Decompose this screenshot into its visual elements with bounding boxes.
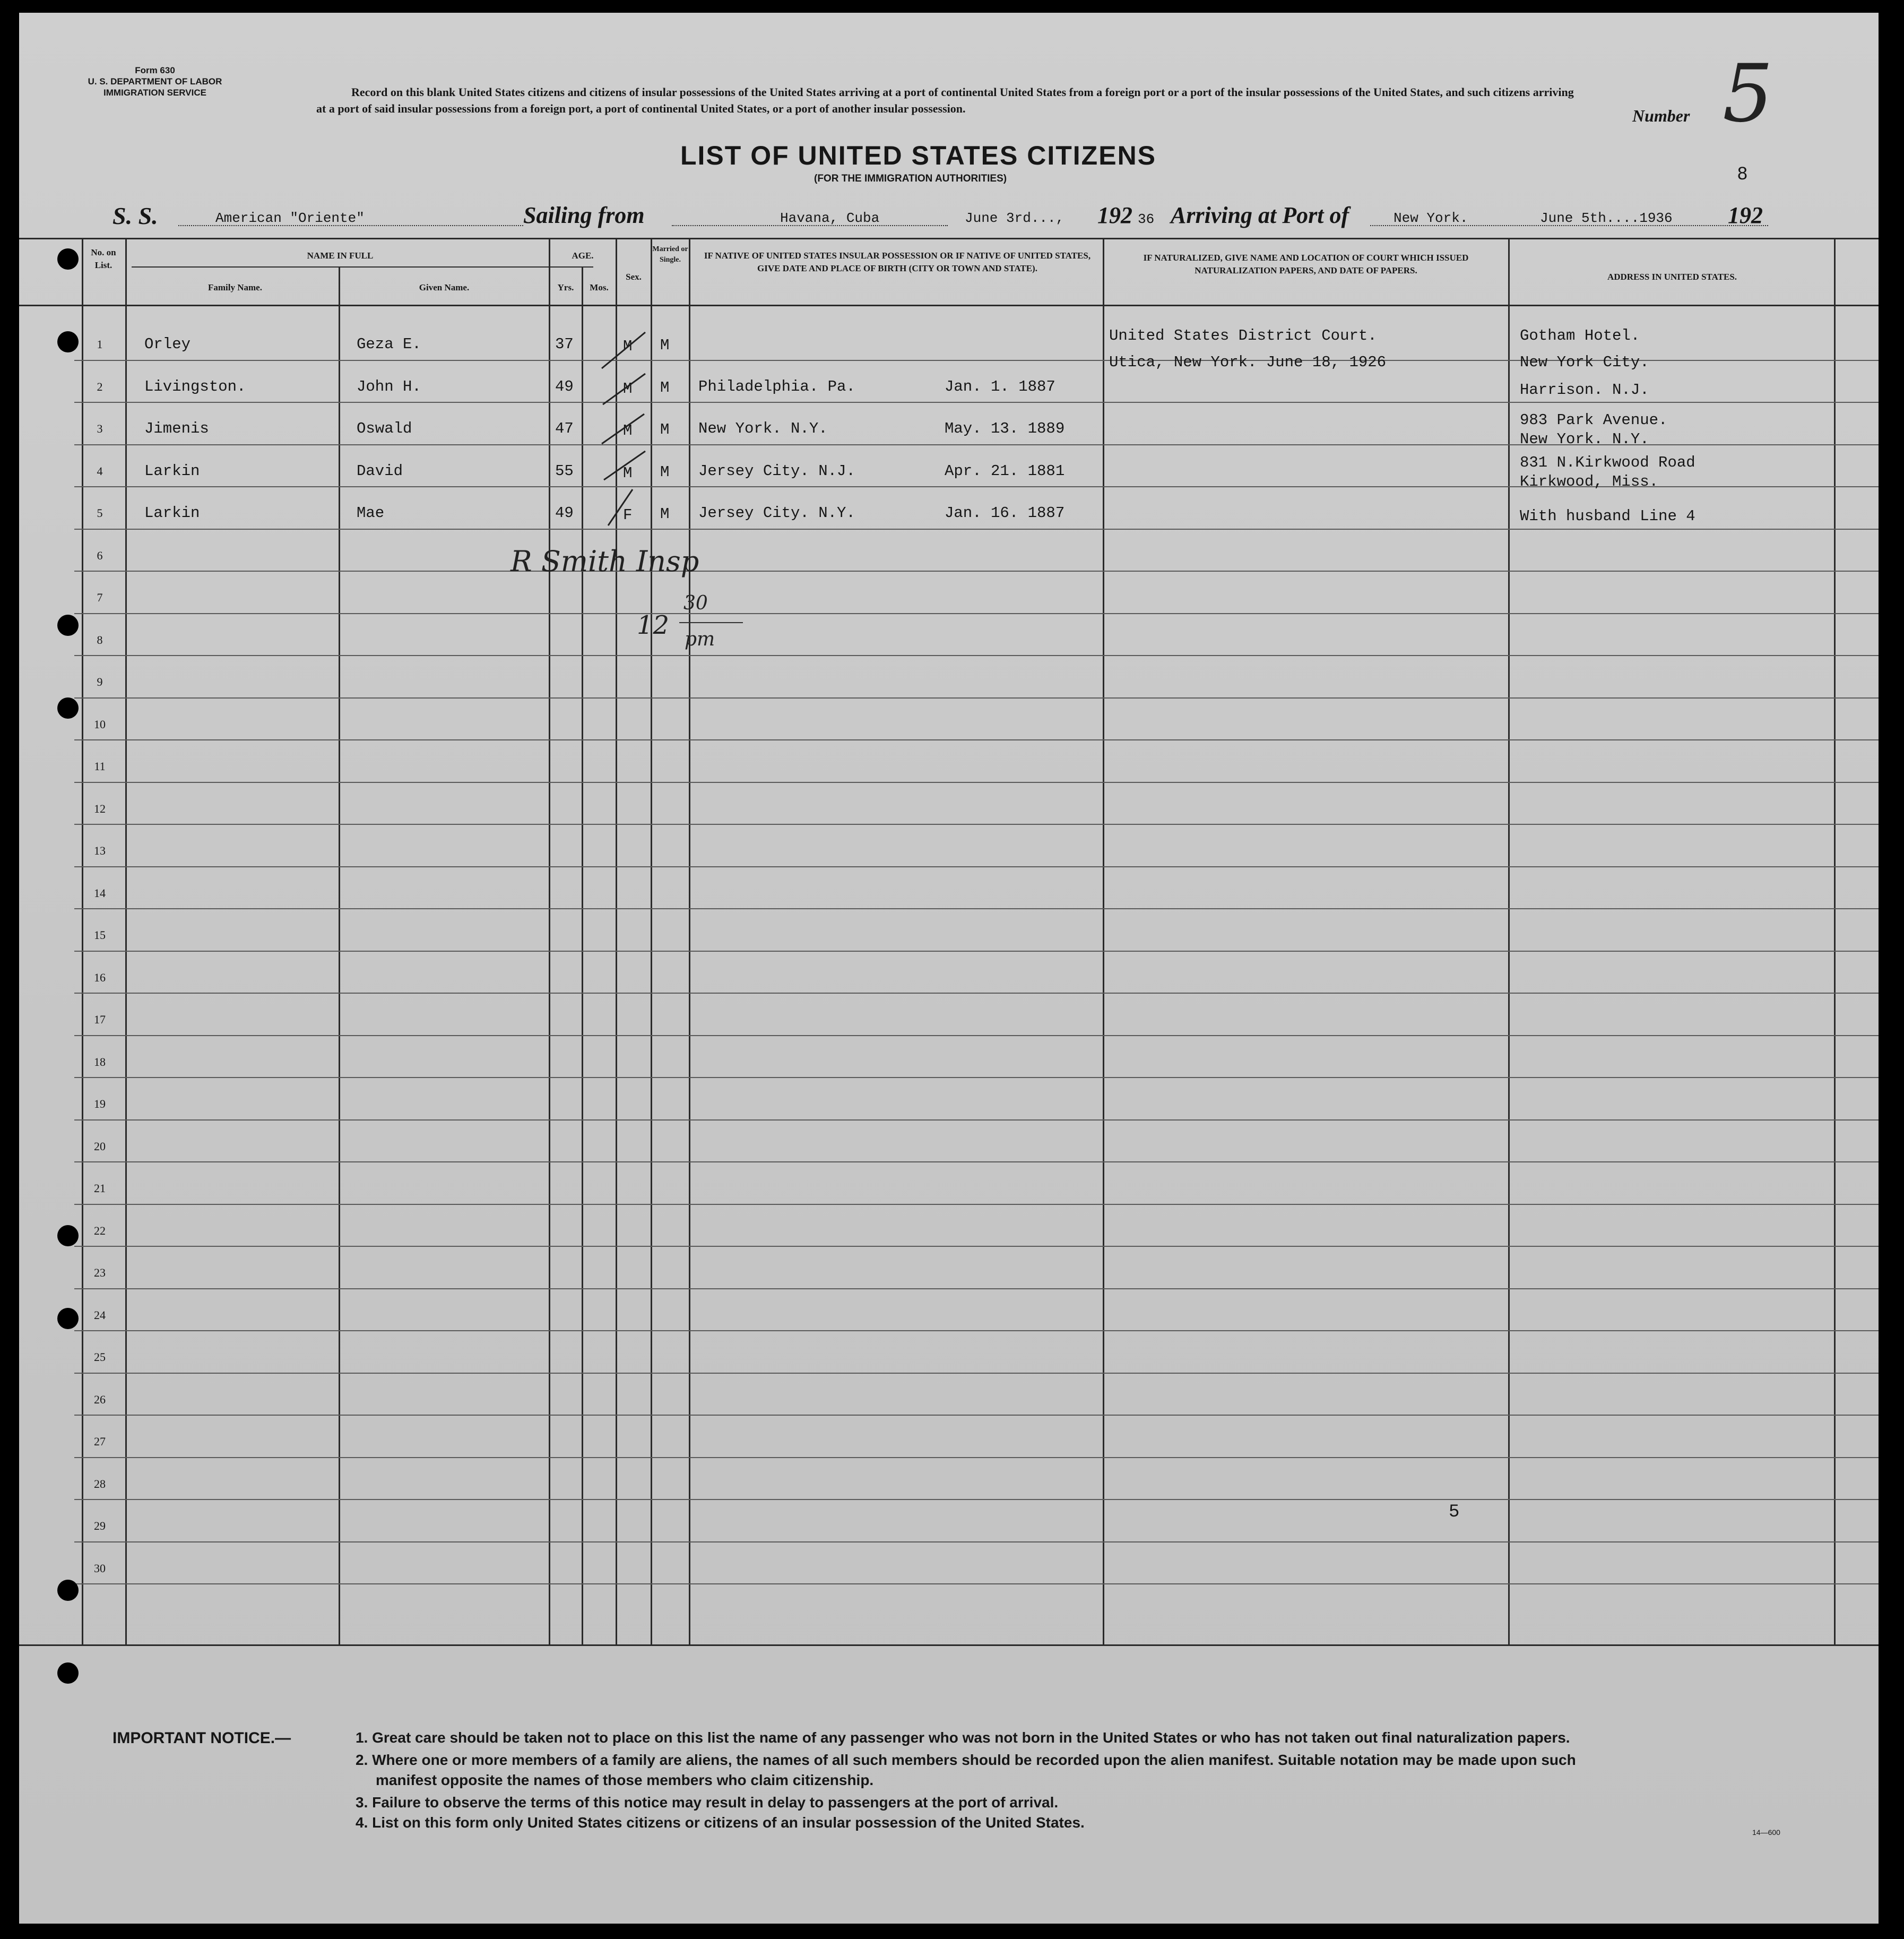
row-number: 21: [94, 1182, 106, 1195]
row-number: 26: [94, 1393, 106, 1406]
row-number: 25: [94, 1350, 106, 1364]
manifest-sheet: [19, 13, 1879, 1924]
row-number: 11: [94, 760, 106, 773]
binder-hole: [57, 615, 79, 636]
entry-court-location-date: Utica, New York. June 18, 1926: [1109, 354, 1387, 371]
row-rule: [74, 1288, 1879, 1289]
list-sub-number: 8: [1737, 163, 1747, 184]
entry-family-name: Livingston.: [144, 378, 246, 395]
col-header-age: AGE.: [572, 251, 594, 261]
number-label: Number: [1632, 106, 1690, 125]
row-number: 23: [94, 1266, 106, 1279]
year-prefix-sailing: 192: [1097, 202, 1132, 228]
row-number: 16: [94, 971, 106, 984]
entry-birth-place: Philadelphia. Pa.: [698, 378, 855, 395]
row-rule: [74, 782, 1879, 783]
entry-sex: M: [623, 422, 633, 439]
entry-birth-date: Jan. 1. 1887: [945, 378, 1055, 395]
row-number: 27: [94, 1435, 106, 1448]
row-rule: [74, 1119, 1879, 1121]
row-number: 14: [94, 886, 106, 900]
entry-age-years: 49: [555, 378, 574, 395]
row-number: 10: [94, 718, 106, 731]
time-minutes: 30: [683, 592, 708, 614]
row-number: 29: [94, 1519, 106, 1532]
department-name: U. S. DEPARTMENT OF LABOR: [88, 76, 222, 87]
page-subtitle: (FOR THE IMMIGRATION AUTHORITIES): [814, 173, 1007, 184]
row-rule: [74, 866, 1879, 867]
binder-hole: [57, 1580, 79, 1601]
row-number: 24: [94, 1308, 106, 1322]
entry-court-name: United States District Court.: [1109, 327, 1377, 344]
binder-hole: [57, 1308, 79, 1329]
inspector-signature: R Smith Insp: [510, 545, 699, 578]
row-number: 17: [94, 1013, 106, 1026]
entry-birth-date: Jan. 16. 1887: [945, 504, 1065, 522]
entry-birth-date: May. 13. 1889: [945, 420, 1065, 437]
row-number: 12: [94, 802, 106, 815]
entry-birth-date: Apr. 21. 1881: [945, 462, 1065, 480]
row-rule: [74, 1077, 1879, 1078]
entry-family-name: Orley: [144, 335, 191, 353]
arriving-label: Arriving at Port of: [1171, 202, 1349, 228]
entry-address-line-2: New York. N.Y.: [1520, 430, 1649, 448]
row-number: 19: [94, 1097, 106, 1110]
entry-age-years: 49: [555, 504, 574, 522]
entry-birth-place: New York. N.Y.: [698, 420, 828, 437]
row-number: 22: [94, 1224, 106, 1237]
notice-item-1: 1. Great care should be taken not to place on this list the name of any passenger who was not born in the United States or who has not taken out final naturalization papers.: [356, 1729, 1570, 1746]
row-number: 8: [97, 633, 103, 647]
row-number: 18: [94, 1055, 106, 1068]
entry-birth-place: Jersey City. N.Y.: [698, 504, 855, 522]
binder-hole: [57, 1225, 79, 1246]
row-number: 5: [97, 506, 103, 520]
notice-item-4: 4. List on this form only United States citizens or citizens of an insular possession of the United States.: [356, 1814, 1085, 1831]
entry-birth-place: Jersey City. N.J.: [698, 462, 855, 480]
sailing-date: June 3rd...,: [965, 210, 1064, 226]
row-rule: [74, 1373, 1879, 1374]
notice-item-2-continued: manifest opposite the names of those members who claim citizenship.: [376, 1772, 874, 1788]
row-rule: [74, 571, 1879, 572]
entry-marital-status: M: [660, 505, 670, 523]
service-name: IMMIGRATION SERVICE: [103, 88, 206, 98]
time-hour: 12: [637, 610, 670, 640]
list-number: 5: [1723, 48, 1773, 140]
entry-given-name: Oswald: [357, 420, 412, 437]
binder-hole: [57, 248, 79, 270]
row-rule: [74, 1583, 1879, 1584]
row-rule: [74, 613, 1879, 614]
entry-family-name: Jimenis: [144, 420, 209, 437]
entry-marital-status: M: [660, 421, 670, 438]
row-rule: [74, 1204, 1879, 1205]
row-number: 28: [94, 1477, 106, 1490]
col-header-months: Mos.: [590, 282, 609, 292]
entry-family-name: Larkin: [144, 504, 200, 522]
entry-sex: M: [623, 380, 633, 398]
ss-label: S. S.: [112, 202, 158, 229]
col-header-given: Given Name.: [419, 282, 470, 292]
entry-address-line-1: 831 N.Kirkwood Road: [1520, 454, 1695, 471]
entry-address-line-1: With husband Line 4: [1520, 507, 1695, 525]
row-rule: [74, 1415, 1879, 1416]
year-prefix-arrival: 192: [1728, 202, 1763, 228]
col-header-number: No. on List.: [91, 247, 116, 270]
entry-family-name: Larkin: [144, 462, 200, 480]
row-number: 6: [97, 549, 103, 562]
entry-sex: M: [623, 464, 633, 482]
notice-item-2: 2. Where one or more members of a family are aliens, the names of all such members should be recorded upon the alien manifest. Suitable notation may be made upon such: [356, 1752, 1576, 1768]
row-rule: [74, 655, 1879, 656]
row-rule: [74, 697, 1879, 699]
row-number: 30: [94, 1562, 106, 1575]
entry-marital-status: M: [660, 463, 670, 481]
col-header-sex: Sex.: [626, 272, 642, 282]
page-mark: 5: [1449, 1502, 1460, 1522]
entry-address-line-1: Gotham Hotel.: [1520, 327, 1640, 344]
ship-name: American "Oriente": [215, 210, 365, 226]
entry-address-line-2: Kirkwood, Miss.: [1520, 473, 1659, 490]
row-rule: [74, 908, 1879, 909]
time-period: pm: [685, 628, 715, 650]
row-rule: [74, 1035, 1879, 1036]
notice-label: IMPORTANT NOTICE.—: [112, 1729, 291, 1747]
col-header-years: Yrs.: [557, 282, 574, 292]
arriving-port: New York.: [1394, 210, 1468, 226]
row-rule: [74, 1246, 1879, 1247]
row-rule: [74, 1541, 1879, 1542]
row-rule: [74, 1457, 1879, 1458]
entry-age-years: 47: [555, 420, 574, 437]
entry-marital-status: M: [660, 337, 670, 354]
entry-address-line-1: Harrison. N.J.: [1520, 381, 1649, 399]
row-number: 2: [97, 380, 103, 393]
entry-sex: F: [623, 506, 633, 524]
entry-age-years: 37: [555, 335, 574, 353]
row-number: 3: [97, 422, 103, 435]
entry-marital-status: M: [660, 379, 670, 397]
row-number: 15: [94, 928, 106, 942]
col-header-family: Family Name.: [208, 282, 262, 292]
row-rule: [74, 739, 1879, 740]
year-suffix-sailing: 36: [1138, 211, 1155, 227]
binder-hole: [57, 1662, 79, 1684]
form-preamble: Record on this blank United States citizens and citizens of insular possessions of the United States arriving at a port of continental United States from a foreign port or a port of the insular possessions of the United States, and such citizens arriving at a port of said insular possessions from a foreign port, a port of continental United States, or a port of another insular possession.: [316, 85, 1574, 115]
page-title: LIST OF UNITED STATES CITIZENS: [680, 141, 1157, 170]
form-number: Form 630: [135, 65, 175, 75]
entry-age-years: 55: [555, 462, 574, 480]
col-header-naturalization: IF NATURALIZED, GIVE NAME AND LOCATION OF COURT WHICH ISSUED NATURALIZATION PAPERS, AND DATE OF PAPERS.: [1143, 253, 1469, 275]
row-number: 13: [94, 844, 106, 857]
row-rule: [74, 529, 1879, 530]
binder-hole: [57, 331, 79, 352]
notice-item-3: 3. Failure to observe the terms of this notice may result in delay to passengers at the port of arrival.: [356, 1794, 1059, 1811]
row-rule: [74, 993, 1879, 994]
sailing-port: Havana, Cuba: [780, 210, 880, 226]
entry-given-name: David: [357, 462, 403, 480]
row-rule: [74, 951, 1879, 952]
col-header-birth: IF NATIVE OF UNITED STATES INSULAR POSSESSION OR IF NATIVE OF UNITED STATES, GIVE DATE AND PLACE OF BIRTH (CITY OR TOWN AND STATE).: [704, 251, 1091, 273]
row-rule: [74, 1161, 1879, 1162]
print-code: 14—600: [1752, 1828, 1780, 1837]
row-rule: [74, 824, 1879, 825]
col-header-address: ADDRESS IN UNITED STATES.: [1607, 272, 1737, 282]
sex-check-marks: [592, 321, 656, 544]
row-rule: [74, 1330, 1879, 1331]
entry-sex: M: [623, 338, 633, 355]
row-rule: [74, 1499, 1879, 1500]
entry-given-name: John H.: [357, 378, 421, 395]
entry-address-line-2: New York City.: [1520, 354, 1649, 371]
col-header-marital: Married or Single.: [652, 245, 688, 264]
col-header-name: NAME IN FULL: [307, 251, 374, 261]
binder-hole: [57, 697, 79, 719]
row-rule: [74, 402, 1879, 403]
entry-given-name: Geza E.: [357, 335, 421, 353]
row-number: 20: [94, 1140, 106, 1153]
entry-given-name: Mae: [357, 504, 385, 522]
row-number: 1: [97, 338, 103, 351]
row-number: 7: [97, 591, 103, 604]
sailing-from-label: Sailing from: [523, 202, 645, 228]
row-number: 9: [97, 675, 103, 688]
form-identification: [75, 65, 235, 98]
arrival-date: June 5th....1936: [1540, 210, 1673, 226]
entry-address-line-1: 983 Park Avenue.: [1520, 411, 1668, 429]
row-number: 4: [97, 464, 103, 478]
